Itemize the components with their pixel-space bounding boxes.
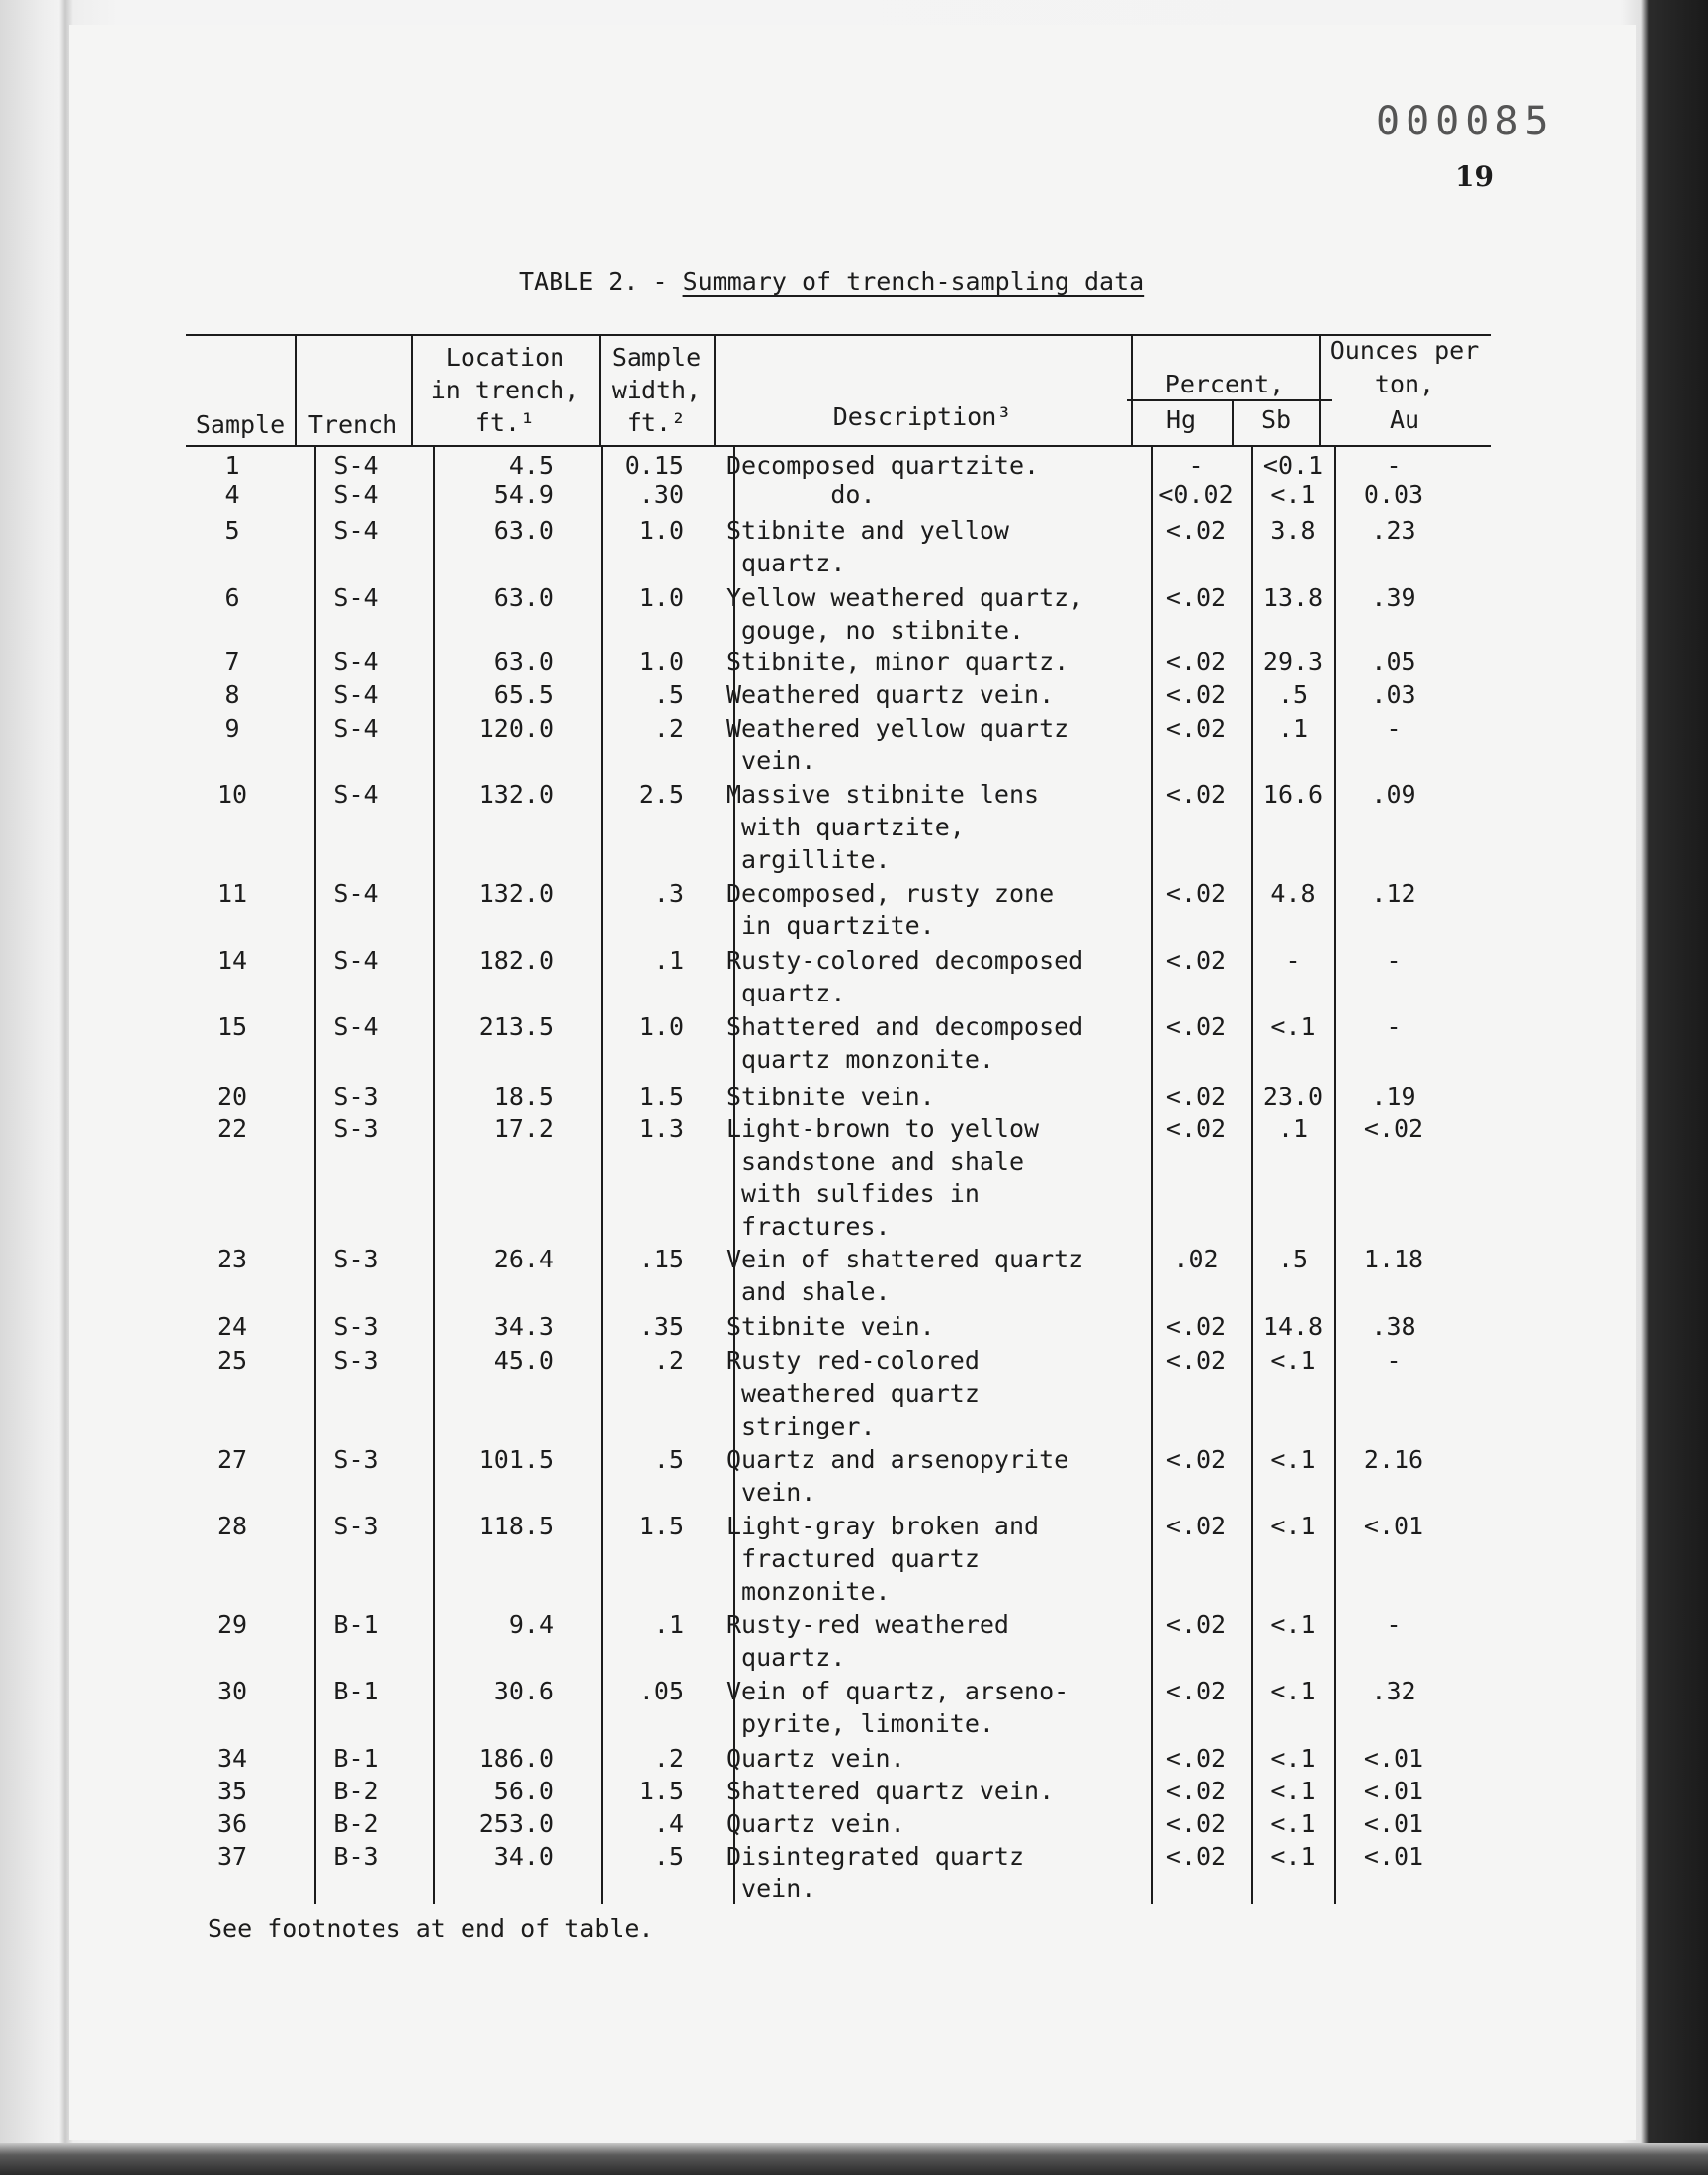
cell-au: 2.16 [1363, 1445, 1424, 1474]
table-top-rule [186, 334, 1491, 336]
cell-width: .1 [653, 946, 684, 975]
cell-description: Rusty-red weathered quartz. [726, 1610, 1009, 1672]
cell-au: <.02 [1363, 1114, 1424, 1143]
cell-description: Yellow weathered quartz, gouge, no stibnite. [726, 583, 1084, 645]
cell-description: Decomposed, rusty zone in quartzite. [726, 879, 1055, 940]
cell-description: Light-gray broken and fractured quartz monzonite. [726, 1512, 1040, 1606]
cell-hg: <.02 [1165, 1012, 1227, 1041]
cell-location: 101.5 [478, 1445, 554, 1474]
cell-sb: 4.8 [1270, 879, 1316, 908]
page-id-stamp: 000085 [1376, 99, 1555, 144]
cell-sb: 29.3 [1262, 648, 1324, 676]
cell-sample: 24 [216, 1312, 248, 1341]
cell-sb: <.1 [1270, 1012, 1316, 1041]
cell-sample: 20 [216, 1083, 248, 1111]
table-title-prefix: TABLE 2. - [519, 267, 683, 296]
cell-sample: 25 [216, 1347, 248, 1375]
cell-hg: <.02 [1165, 680, 1227, 709]
cell-width: .05 [639, 1677, 684, 1705]
cell-sample: 6 [224, 583, 240, 612]
cell-description: Stibnite vein. [726, 1083, 935, 1111]
cell-location: 253.0 [478, 1809, 554, 1838]
cell-sample: 36 [216, 1809, 248, 1838]
cell-sample: 11 [216, 879, 248, 908]
cell-width: .5 [653, 1445, 684, 1474]
cell-sb: <.1 [1270, 1610, 1316, 1639]
cell-au: .32 [1371, 1677, 1416, 1705]
table-title-caption: Summary of trench-sampling data [682, 267, 1145, 296]
cell-au: <.01 [1363, 1809, 1424, 1838]
header-description: Description³ [832, 402, 1012, 431]
cell-width: .5 [653, 1842, 684, 1870]
cell-sample: 9 [224, 714, 240, 742]
cell-trench: S-3 [333, 1312, 379, 1341]
cell-location: 63.0 [493, 516, 554, 545]
cell-au: .12 [1371, 879, 1416, 908]
header-au-1: Ounces per [1329, 336, 1480, 365]
cell-sb: .5 [1277, 1245, 1309, 1273]
cell-location: 213.5 [478, 1012, 554, 1041]
cell-au: <.01 [1363, 1512, 1424, 1540]
cell-width: .4 [653, 1809, 684, 1838]
cell-description: Shattered quartz vein. [726, 1777, 1055, 1805]
cell-sb: <.1 [1270, 1842, 1316, 1870]
cell-sb: .1 [1277, 714, 1309, 742]
cell-width: .2 [653, 1744, 684, 1773]
cell-description: Rusty red-colored weathered quartz stringer. [726, 1347, 980, 1440]
cell-width: 2.5 [639, 780, 684, 809]
header-bottom-rule [186, 445, 1491, 447]
cell-sample: 10 [216, 780, 248, 809]
cell-sample: 28 [216, 1512, 248, 1540]
cell-location: 9.4 [508, 1610, 554, 1639]
cell-sb: .1 [1277, 1114, 1309, 1143]
cell-trench: S-3 [333, 1245, 379, 1273]
cell-sample: 8 [224, 680, 240, 709]
header-sb: Sb [1260, 405, 1292, 434]
cell-width: 1.5 [639, 1777, 684, 1805]
cell-trench: S-4 [333, 680, 379, 709]
cell-hg: .02 [1173, 1245, 1219, 1273]
cell-width: .2 [653, 1347, 684, 1375]
cell-au: - [1386, 946, 1402, 975]
cell-au: .05 [1371, 648, 1416, 676]
cell-sb: 23.0 [1262, 1083, 1324, 1111]
cell-hg: <.02 [1165, 1347, 1227, 1375]
cell-hg: <0.02 [1158, 480, 1234, 509]
cell-description: Stibnite and yellow quartz. [726, 516, 1009, 577]
cell-trench: S-3 [333, 1512, 379, 1540]
cell-trench: B-1 [333, 1677, 379, 1705]
cell-location: 56.0 [493, 1777, 554, 1805]
cell-sb: 14.8 [1262, 1312, 1324, 1341]
cell-location: 118.5 [478, 1512, 554, 1540]
cell-trench: S-3 [333, 1114, 379, 1143]
cell-hg: <.02 [1165, 1445, 1227, 1474]
cell-au: - [1386, 1012, 1402, 1041]
cell-description: Disintegrated quartz vein. [726, 1842, 1025, 1903]
cell-hg: <.02 [1165, 1842, 1227, 1870]
cell-trench: S-4 [333, 879, 379, 908]
cell-location: 34.3 [493, 1312, 554, 1341]
page-number: 19 [1455, 160, 1494, 193]
cell-location: 45.0 [493, 1347, 554, 1375]
header-au-3: Au [1389, 405, 1420, 434]
cell-trench: S-4 [333, 780, 379, 809]
cell-sample: 30 [216, 1677, 248, 1705]
cell-hg: <.02 [1165, 780, 1227, 809]
cell-description: Vein of shattered quartz and shale. [726, 1245, 1084, 1306]
header-location-2: in trench, [430, 376, 580, 404]
cell-hg: <.02 [1165, 583, 1227, 612]
cell-trench: B-1 [333, 1610, 379, 1639]
cell-width: .3 [653, 879, 684, 908]
cell-location: 65.5 [493, 680, 554, 709]
cell-trench: S-3 [333, 1445, 379, 1474]
cell-au: .19 [1371, 1083, 1416, 1111]
cell-location: 63.0 [493, 583, 554, 612]
cell-description: Massive stibnite lens with quartzite, argillite. [726, 780, 1040, 874]
cell-au: 1.18 [1363, 1245, 1424, 1273]
cell-width: .35 [639, 1312, 684, 1341]
cell-au: .03 [1371, 680, 1416, 709]
cell-description: Quartz and arsenopyrite vein. [726, 1445, 1069, 1507]
cell-location: 120.0 [478, 714, 554, 742]
cell-hg: <.02 [1165, 1610, 1227, 1639]
cell-location: 186.0 [478, 1744, 554, 1773]
cell-hg: <.02 [1165, 1777, 1227, 1805]
cell-sample: 27 [216, 1445, 248, 1474]
cell-sample: 29 [216, 1610, 248, 1639]
cell-trench: S-4 [333, 480, 379, 509]
cell-sample: 35 [216, 1777, 248, 1805]
header-trench: Trench [307, 410, 398, 439]
cell-hg: <.02 [1165, 516, 1227, 545]
cell-sample: 7 [224, 648, 240, 676]
col-divider-location [601, 445, 603, 1904]
cell-au: - [1386, 1610, 1402, 1639]
cell-description: Weathered yellow quartz vein. [726, 714, 1069, 775]
cell-width: 1.0 [639, 583, 684, 612]
page-bottom-edge [0, 2143, 1708, 2175]
header-width-1: Sample [611, 343, 702, 372]
cell-sb: <.1 [1270, 1347, 1316, 1375]
cell-location: 132.0 [478, 780, 554, 809]
cell-description: Stibnite vein. [726, 1312, 935, 1341]
cell-sample: 5 [224, 516, 240, 545]
cell-trench: B-2 [333, 1777, 379, 1805]
cell-sample: 22 [216, 1114, 248, 1143]
cell-au: <.01 [1363, 1744, 1424, 1773]
cell-description: Quartz vein. [726, 1744, 905, 1773]
cell-sb: <.1 [1270, 1809, 1316, 1838]
cell-hg: <.02 [1165, 879, 1227, 908]
cell-sb: - [1285, 946, 1301, 975]
cell-location: 182.0 [478, 946, 554, 975]
cell-au: - [1386, 451, 1402, 479]
cell-description: Quartz vein. [726, 1809, 905, 1838]
cell-trench: S-4 [333, 451, 379, 479]
cell-description: Decomposed quartzite. [726, 451, 1040, 479]
cell-hg: - [1188, 451, 1204, 479]
cell-location: 17.2 [493, 1114, 554, 1143]
cell-description: Rusty-colored decomposed quartz. [726, 946, 1084, 1007]
cell-width: 1.5 [639, 1083, 684, 1111]
cell-hg: <.02 [1165, 1512, 1227, 1540]
cell-location: 132.0 [478, 879, 554, 908]
cell-sample: 1 [224, 451, 240, 479]
cell-location: 34.0 [493, 1842, 554, 1870]
cell-sample: 34 [216, 1744, 248, 1773]
cell-location: 30.6 [493, 1677, 554, 1705]
cell-location: 26.4 [493, 1245, 554, 1273]
cell-location: 18.5 [493, 1083, 554, 1111]
cell-sb: <.1 [1270, 1445, 1316, 1474]
table-title [519, 267, 1144, 296]
cell-au: 0.03 [1363, 480, 1424, 509]
cell-hg: <.02 [1165, 946, 1227, 975]
cell-description: Vein of quartz, arseno- pyrite, limonite. [726, 1677, 1069, 1738]
header-location-3: ft.¹ [474, 408, 536, 437]
cell-trench: S-4 [333, 946, 379, 975]
cell-au: .09 [1371, 780, 1416, 809]
cell-sb: <0.1 [1262, 451, 1324, 479]
cell-sample: 23 [216, 1245, 248, 1273]
header-width-3: ft.² [626, 408, 687, 437]
cell-au: <.01 [1363, 1842, 1424, 1870]
cell-hg: <.02 [1165, 1312, 1227, 1341]
cell-location: 4.5 [508, 451, 554, 479]
cell-width: .30 [639, 480, 684, 509]
cell-width: 0.15 [624, 451, 684, 479]
cell-au: - [1386, 714, 1402, 742]
header-au-2: ton, [1374, 370, 1435, 398]
cell-sb: .5 [1277, 680, 1309, 709]
cell-width: .15 [639, 1245, 684, 1273]
cell-width: .2 [653, 714, 684, 742]
cell-trench: B-2 [333, 1809, 379, 1838]
cell-sb: <.1 [1270, 1512, 1316, 1540]
cell-hg: <.02 [1165, 1744, 1227, 1773]
cell-sb: 16.6 [1262, 780, 1324, 809]
cell-hg: <.02 [1165, 1677, 1227, 1705]
cell-width: 1.0 [639, 1012, 684, 1041]
cell-trench: B-1 [333, 1744, 379, 1773]
cell-sb: <.1 [1270, 1677, 1316, 1705]
header-percent: Percent, [1164, 370, 1285, 398]
cell-trench: S-3 [333, 1347, 379, 1375]
header-width-2: width, [611, 376, 702, 404]
cell-width: .5 [653, 680, 684, 709]
cell-trench: S-4 [333, 714, 379, 742]
cell-hg: <.02 [1165, 1114, 1227, 1143]
cell-trench: S-4 [333, 648, 379, 676]
header-sample: Sample [195, 410, 286, 439]
cell-hg: <.02 [1165, 1083, 1227, 1111]
cell-sample: 4 [224, 480, 240, 509]
cell-width: 1.5 [639, 1512, 684, 1540]
cell-au: - [1386, 1347, 1402, 1375]
cell-hg: <.02 [1165, 1809, 1227, 1838]
cell-description: Stibnite, minor quartz. [726, 648, 1069, 676]
cell-trench: S-4 [333, 516, 379, 545]
cell-trench: S-4 [333, 583, 379, 612]
cell-au: .23 [1371, 516, 1416, 545]
cell-width: .1 [653, 1610, 684, 1639]
cell-trench: B-3 [333, 1842, 379, 1870]
cell-width: 1.3 [639, 1114, 684, 1143]
cell-sb: <.1 [1270, 480, 1316, 509]
cell-sb: <.1 [1270, 1777, 1316, 1805]
cell-trench: S-3 [333, 1083, 379, 1111]
footnote: See footnotes at end of table. [208, 1914, 654, 1943]
cell-description: do. [726, 480, 876, 509]
cell-description: Weathered quartz vein. [726, 680, 1055, 709]
cell-trench: S-4 [333, 1012, 379, 1041]
header-location-1: Location [445, 343, 565, 372]
cell-location: 63.0 [493, 648, 554, 676]
cell-sb: <.1 [1270, 1744, 1316, 1773]
cell-description: Shattered and decomposed quartz monzonite. [726, 1012, 1084, 1074]
cell-hg: <.02 [1165, 714, 1227, 742]
cell-au: <.01 [1363, 1777, 1424, 1805]
cell-sample: 15 [216, 1012, 248, 1041]
cell-sample: 14 [216, 946, 248, 975]
cell-au: .38 [1371, 1312, 1416, 1341]
cell-sb: 3.8 [1270, 516, 1316, 545]
cell-width: 1.0 [639, 516, 684, 545]
cell-width: 1.0 [639, 648, 684, 676]
cell-sample: 37 [216, 1842, 248, 1870]
cell-sb: 13.8 [1262, 583, 1324, 612]
cell-description: Light-brown to yellow sandstone and shale with sulfides in fractures. [726, 1114, 1040, 1241]
cell-hg: <.02 [1165, 648, 1227, 676]
cell-au: .39 [1371, 583, 1416, 612]
header-hg: Hg [1165, 405, 1197, 434]
cell-location: 54.9 [493, 480, 554, 509]
